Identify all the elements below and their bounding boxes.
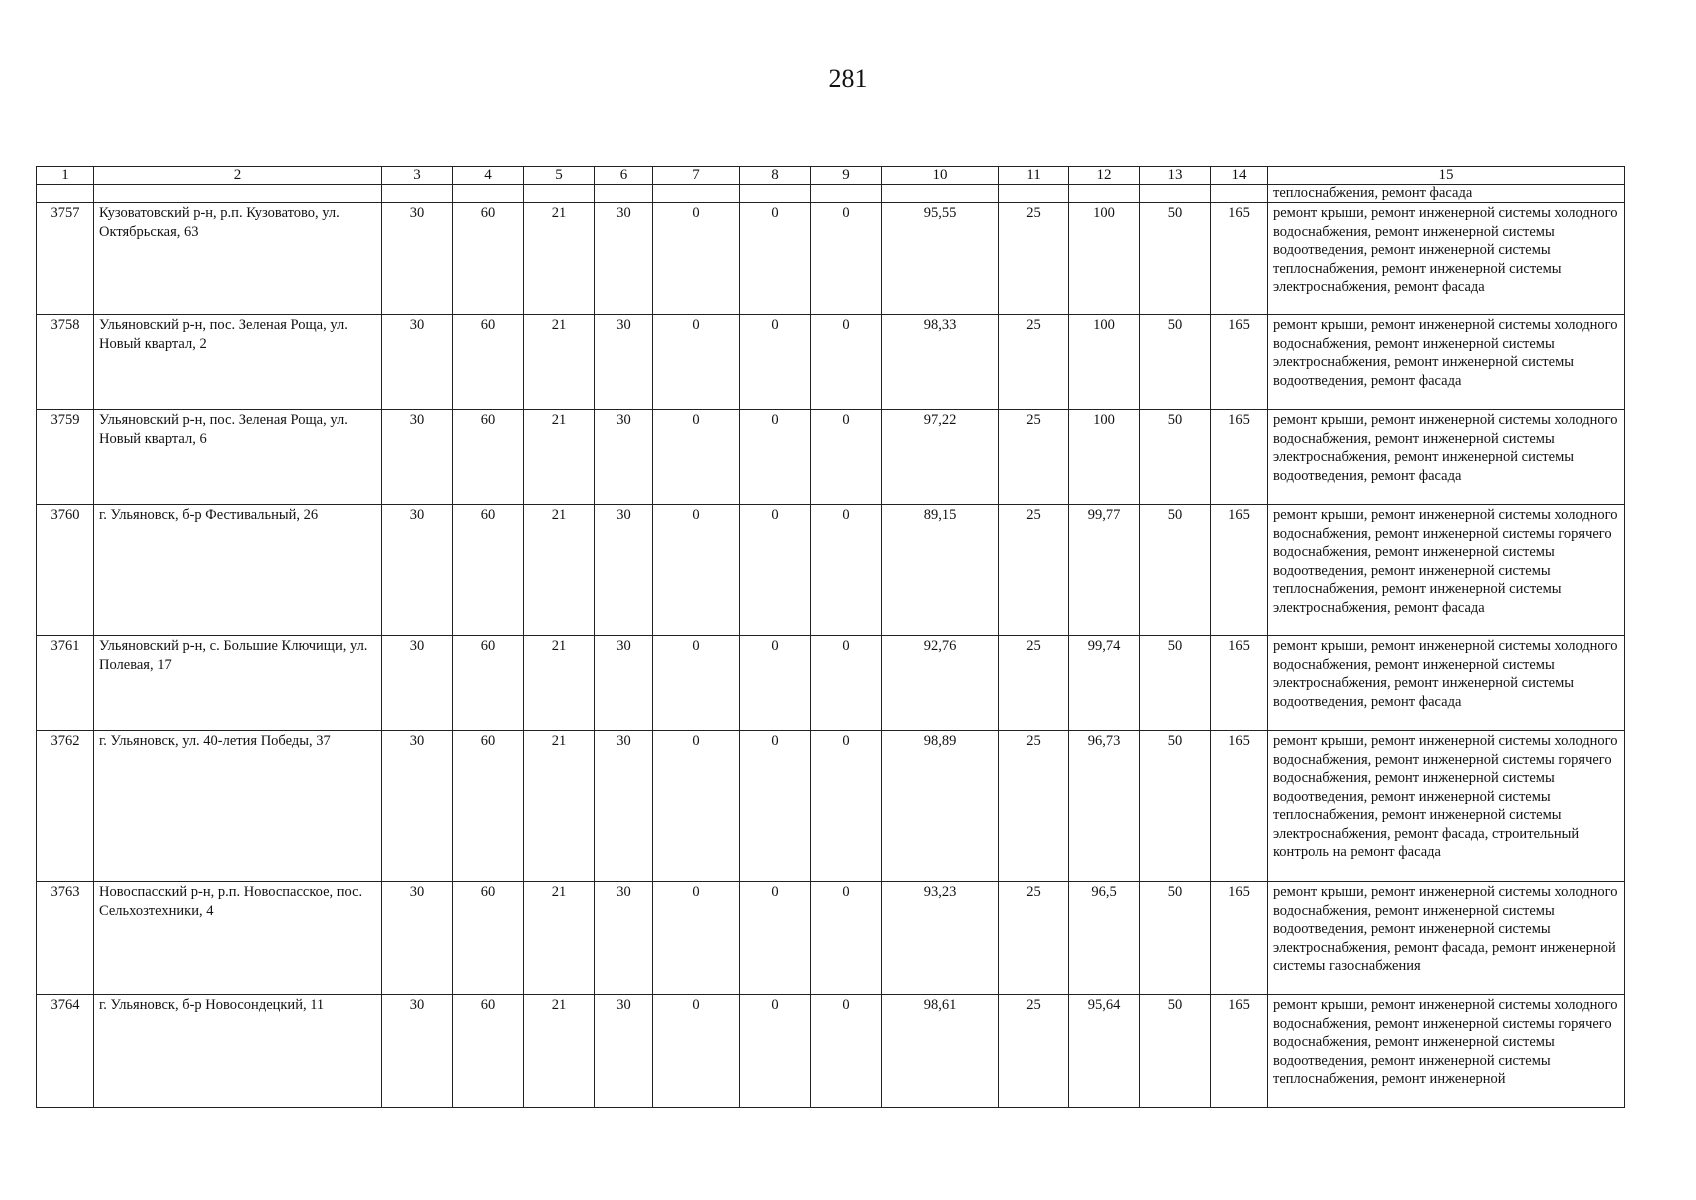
column-header: 4 xyxy=(453,167,524,185)
works-cell: ремонт крыши, ремонт инженерной системы холодного водоснабжения, ремонт инженерной системы водоотведения, ремонт инженерной системы теплоснабжения, ремонт инженерной системы электроснабжения, ремонт фасада xyxy=(1268,203,1625,315)
address-cell: г. Ульяновск, ул. 40-летия Победы, 37 xyxy=(94,731,382,882)
value-cell: 30 xyxy=(382,410,453,505)
value-cell: 50 xyxy=(1140,636,1211,731)
value-cell: 30 xyxy=(595,410,653,505)
value-cell: 50 xyxy=(1140,505,1211,636)
table-row xyxy=(37,995,1625,1108)
table-row xyxy=(37,410,1625,505)
value-cell: 0 xyxy=(653,505,740,636)
value-cell: 25 xyxy=(999,505,1069,636)
value-cell: 165 xyxy=(1211,203,1268,315)
value-cell: 50 xyxy=(1140,410,1211,505)
value-cell: 30 xyxy=(382,731,453,882)
column-header: 5 xyxy=(524,167,595,185)
value-cell: 21 xyxy=(524,203,595,315)
value-cell: 30 xyxy=(595,731,653,882)
value-cell: 98,61 xyxy=(882,995,999,1108)
value-cell: 0 xyxy=(740,636,811,731)
value-cell: 60 xyxy=(453,505,524,636)
value-cell: 0 xyxy=(740,995,811,1108)
value-cell: 0 xyxy=(653,203,740,315)
value-cell: 165 xyxy=(1211,315,1268,410)
row-number: 3757 xyxy=(37,203,94,315)
table-row xyxy=(37,315,1625,410)
address-cell: Ульяновский р-н, пос. Зеленая Роща, ул. Новый квартал, 2 xyxy=(94,315,382,410)
works-cell: ремонт крыши, ремонт инженерной системы холодного водоснабжения, ремонт инженерной системы водоотведения, ремонт инженерной системы электроснабжения, ремонт фасада, ремонт инженерной системы газоснабжения xyxy=(1268,882,1625,995)
value-cell: 0 xyxy=(811,505,882,636)
value-cell: 96,5 xyxy=(1069,882,1140,995)
value-cell: 100 xyxy=(1069,315,1140,410)
row-number: 3763 xyxy=(37,882,94,995)
value-cell: 21 xyxy=(524,315,595,410)
value-cell: 60 xyxy=(453,636,524,731)
value-cell: 0 xyxy=(740,882,811,995)
value-cell: 25 xyxy=(999,203,1069,315)
value-cell: 60 xyxy=(453,882,524,995)
works-cell: ремонт крыши, ремонт инженерной системы холодного водоснабжения, ремонт инженерной системы электроснабжения, ремонт инженерной системы водоотведения, ремонт фасада xyxy=(1268,410,1625,505)
value-cell: 100 xyxy=(1069,203,1140,315)
table-row xyxy=(37,636,1625,731)
value-cell: 21 xyxy=(524,410,595,505)
value-cell: 0 xyxy=(740,315,811,410)
value-cell: 100 xyxy=(1069,410,1140,505)
value-cell: 89,15 xyxy=(882,505,999,636)
value-cell: 21 xyxy=(524,505,595,636)
value-cell: 30 xyxy=(595,315,653,410)
column-header: 13 xyxy=(1140,167,1211,185)
value-cell: 165 xyxy=(1211,882,1268,995)
column-header: 14 xyxy=(1211,167,1268,185)
value-cell: 50 xyxy=(1140,731,1211,882)
value-cell: 21 xyxy=(524,995,595,1108)
value-cell: 0 xyxy=(811,315,882,410)
column-header: 9 xyxy=(811,167,882,185)
row-number: 3759 xyxy=(37,410,94,505)
value-cell: 165 xyxy=(1211,731,1268,882)
column-header: 8 xyxy=(740,167,811,185)
value-cell: 30 xyxy=(382,636,453,731)
value-cell: 60 xyxy=(453,315,524,410)
value-cell: 30 xyxy=(382,315,453,410)
row-number: 3760 xyxy=(37,505,94,636)
value-cell: 98,89 xyxy=(882,731,999,882)
value-cell: 21 xyxy=(524,636,595,731)
column-header: 3 xyxy=(382,167,453,185)
value-cell: 93,23 xyxy=(882,882,999,995)
value-cell: 0 xyxy=(811,731,882,882)
works-cell: ремонт крыши, ремонт инженерной системы холодного водоснабжения, ремонт инженерной системы горячего водоснабжения, ремонт инженерной системы водоотведения, ремонт инженерной системы теплоснабжения, ремонт инженерной системы электроснабжения, ремонт фасада xyxy=(1268,505,1625,636)
table-row xyxy=(37,882,1625,995)
value-cell: 30 xyxy=(382,203,453,315)
value-cell: 0 xyxy=(811,410,882,505)
value-cell: 30 xyxy=(595,995,653,1108)
row-number: 3758 xyxy=(37,315,94,410)
row-number: 3761 xyxy=(37,636,94,731)
works-cell: ремонт крыши, ремонт инженерной системы холодного водоснабжения, ремонт инженерной системы электроснабжения, ремонт инженерной системы водоотведения, ремонт фасада xyxy=(1268,636,1625,731)
column-header: 1 xyxy=(37,167,94,185)
repair-program-table xyxy=(36,166,1625,1108)
address-cell: Новоспасский р-н, р.п. Новоспасское, пос. Сельхозтехники, 4 xyxy=(94,882,382,995)
value-cell: 21 xyxy=(524,882,595,995)
column-header: 2 xyxy=(94,167,382,185)
value-cell: 25 xyxy=(999,731,1069,882)
value-cell: 0 xyxy=(653,410,740,505)
row-number: 3762 xyxy=(37,731,94,882)
value-cell: 50 xyxy=(1140,882,1211,995)
value-cell: 0 xyxy=(653,636,740,731)
value-cell: 21 xyxy=(524,731,595,882)
value-cell: 60 xyxy=(453,410,524,505)
value-cell: 60 xyxy=(453,995,524,1108)
value-cell: 0 xyxy=(653,315,740,410)
value-cell: 92,76 xyxy=(882,636,999,731)
page-number: 281 xyxy=(828,64,868,93)
value-cell: 0 xyxy=(811,636,882,731)
works-cell: ремонт крыши, ремонт инженерной системы холодного водоснабжения, ремонт инженерной системы горячего водоснабжения, ремонт инженерной системы водоотведения, ремонт инженерной системы теплоснабжения, ремонт инженерной системы электроснабжения, ремонт фасада, строительный контроль на ремонт фасада xyxy=(1268,731,1625,882)
address-cell: Ульяновский р-н, пос. Зеленая Роща, ул. Новый квартал, 6 xyxy=(94,410,382,505)
value-cell: 98,33 xyxy=(882,315,999,410)
value-cell: 0 xyxy=(653,882,740,995)
column-header: 15 xyxy=(1268,167,1625,185)
column-header: 11 xyxy=(999,167,1069,185)
value-cell: 30 xyxy=(595,636,653,731)
value-cell: 50 xyxy=(1140,315,1211,410)
row-number: 3764 xyxy=(37,995,94,1108)
value-cell: 0 xyxy=(811,882,882,995)
value-cell: 60 xyxy=(453,203,524,315)
value-cell: 30 xyxy=(595,505,653,636)
value-cell: 25 xyxy=(999,995,1069,1108)
value-cell: 60 xyxy=(453,731,524,882)
value-cell: 0 xyxy=(740,505,811,636)
value-cell: 165 xyxy=(1211,505,1268,636)
value-cell: 99,77 xyxy=(1069,505,1140,636)
value-cell: 30 xyxy=(595,203,653,315)
value-cell: 30 xyxy=(382,505,453,636)
value-cell: 0 xyxy=(811,995,882,1108)
column-header: 7 xyxy=(653,167,740,185)
value-cell: 99,74 xyxy=(1069,636,1140,731)
value-cell: 165 xyxy=(1211,636,1268,731)
column-header: 6 xyxy=(595,167,653,185)
value-cell: 0 xyxy=(740,410,811,505)
value-cell: 25 xyxy=(999,882,1069,995)
value-cell: 25 xyxy=(999,410,1069,505)
table-row xyxy=(37,203,1625,315)
table-row xyxy=(37,731,1625,882)
continuation-text: теплоснабжения, ремонт фасада xyxy=(1268,185,1625,203)
value-cell: 0 xyxy=(740,731,811,882)
value-cell: 0 xyxy=(740,203,811,315)
address-cell: Кузоватовский р-н, р.п. Кузоватово, ул. Октябрьская, 63 xyxy=(94,203,382,315)
continuation-row xyxy=(37,185,1625,203)
value-cell: 25 xyxy=(999,315,1069,410)
value-cell: 50 xyxy=(1140,203,1211,315)
column-header: 12 xyxy=(1069,167,1140,185)
value-cell: 25 xyxy=(999,636,1069,731)
works-cell: ремонт крыши, ремонт инженерной системы холодного водоснабжения, ремонт инженерной системы электроснабжения, ремонт инженерной системы водоотведения, ремонт фасада xyxy=(1268,315,1625,410)
value-cell: 95,55 xyxy=(882,203,999,315)
value-cell: 50 xyxy=(1140,995,1211,1108)
value-cell: 30 xyxy=(382,882,453,995)
value-cell: 30 xyxy=(595,882,653,995)
value-cell: 96,73 xyxy=(1069,731,1140,882)
table-row xyxy=(37,505,1625,636)
column-header: 10 xyxy=(882,167,999,185)
value-cell: 0 xyxy=(653,731,740,882)
works-cell: ремонт крыши, ремонт инженерной системы холодного водоснабжения, ремонт инженерной системы горячего водоснабжения, ремонт инженерной системы водоотведения, ремонт инженерной системы теплоснабжения, ремонт инженерной xyxy=(1268,995,1625,1108)
address-cell: г. Ульяновск, б-р Новосондецкий, 11 xyxy=(94,995,382,1108)
value-cell: 0 xyxy=(653,995,740,1108)
address-cell: г. Ульяновск, б-р Фестивальный, 26 xyxy=(94,505,382,636)
value-cell: 0 xyxy=(811,203,882,315)
value-cell: 97,22 xyxy=(882,410,999,505)
column-numbers-row xyxy=(37,167,1625,185)
value-cell: 165 xyxy=(1211,410,1268,505)
value-cell: 95,64 xyxy=(1069,995,1140,1108)
value-cell: 30 xyxy=(382,995,453,1108)
value-cell: 165 xyxy=(1211,995,1268,1108)
address-cell: Ульяновский р-н, с. Большие Ключищи, ул. Полевая, 17 xyxy=(94,636,382,731)
